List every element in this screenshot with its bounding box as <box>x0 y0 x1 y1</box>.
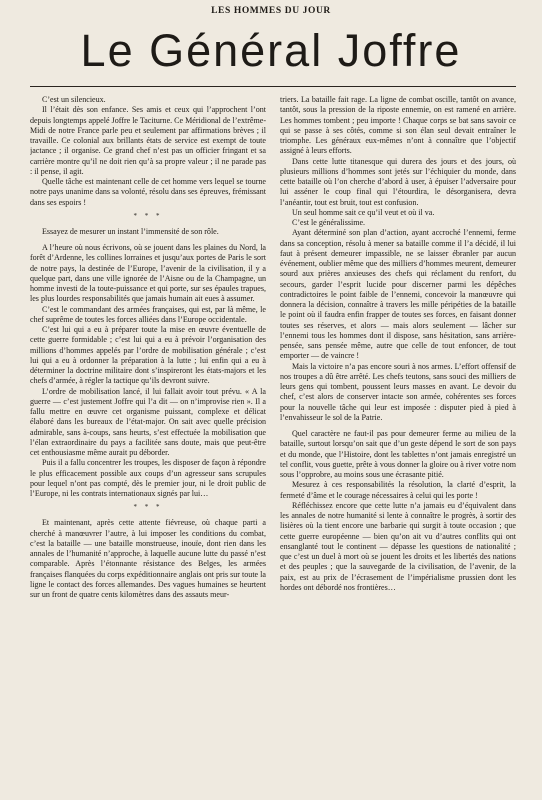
paragraph: Ayant déterminé son plan d’action, ayant accroché l’ennemi, ferme dans sa conception, résolu à mener sa bataille comme il l’a décidé, il lui faut à présent demeurer impassible, ne se laisser ébranler par aucun événement, oublier même que des milliers d’hommes meurent, demeurer sourd aux prières anxieuses des chefs qui réclament du renfort, du secours, garder l’esprit lucide pour discerner parmi les dépêches contradictoires le point faible de l’ennemi, concevoir la manœuvre qui donnera la décision, connaître à travers les mille péripéties de la bataille le point où il faudra enfin frapper de toutes ses forces, en faisant donner toutes ses réserves, et alors — mais alors seulement — lâcher sur l’ennemi tous les hommes dont il dispose, sans hésitation, sans arrière-pensée, sans pensée même, autre que celle de tout enfoncer, de tout emporter — de vaincre ! <box>280 228 516 361</box>
column-right <box>280 95 516 795</box>
paragraph: C’est lui qui a eu à préparer toute la mise en œuvre éventuelle de cette guerre formidable ; c’est lui qui a eu à prévoir l’organisation des millions d’hommes appelés par l’ordre de mobilisation générale ; c’est lui qui a eu à ordonner la préparation à la lutte ; lui enfin qui a eu à déterminer la doctrine militaire dont s’inspireront les états-majors et les chefs d’armée, à régler la tactique qu’ils devront suivre. <box>30 325 266 386</box>
article-title: Le Général Joffre <box>80 25 462 76</box>
paragraph: Dans cette lutte titanesque qui durera des jours et des jours, où plusieurs millions d’hommes sont jetés sur l’échiquier du monde, dans cette bataille où l’on cherche d’abord à user, à épuiser l’adversaire pour lui asséner le coup final qui l’étourdira, le désorganisera, devra l’anéantir, tout est bruit, tout est confusion. <box>280 156 516 207</box>
column-left <box>30 95 266 795</box>
paragraph: Quel caractère ne faut-il pas pour demeurer ferme au milieu de la bataille, surtout lorsqu’on sait que d’un geste dépend le sort de son pays et du monde, que l’Histoire, dont les tablettes n’ont jamais enregistré un tel conflit, vous guette, prête à vous donner la gloire ou à river votre nom sous l’opprobre, au moins sous une écrasante pitié. <box>280 429 516 479</box>
paragraph: A l’heure où nous écrivons, où se jouent dans les plaines du Nord, la forêt d’Ardenne, les collines lorraines et jusqu’aux portes de Paris le sort de notre pays, la destinée de l’Europe, l’avenir de la civilisation, il y a quelque part, dans une ville ignorée de l’Aisne ou de la Champagne, un homme investi de la toute-puissance et qui porte, sur ses épaules trapues, les plus lourdes responsabilités que jamais humain ait eues à assumer. <box>30 243 266 304</box>
paragraph: Un seul homme sait ce qu’il veut et où il va. <box>292 207 435 217</box>
paragraph: triers. La bataille fait rage. La ligne de combat oscille, tantôt on avance, tantôt, sous la pression de la riposte ennemie, on est ramené en arrière. Les hommes tombent ; peu importe ! Chaque corps se bat sans savoir ce qui se passe à ses côtés, comme si son élan seul devait entraîner le triomphe. Les généraux eux-mêmes n’ont à connaître que l’objectif assigné à leurs efforts. <box>280 95 516 156</box>
article-body <box>30 95 516 795</box>
paragraph: Réfléchissez encore que cette lutte n’a jamais eu d’équivalent dans les annales de notre humanité si lente à connaître le progrès, à sortir des lisières où la tient encore une barbarie qui surgit à toute occasion ; que cette guerre européenne — bien qu’on ait vu d’autres conflits qui ont ensanglanté tout le continent — dépasse les questions de nationalité ; que c’est un duel à mort où se jouent les droits et les libertés des nations et des peuples ; que la sauvegarde de la civilisation, de l’avenir, de la paix, est au prix de l’écrasement de l’impérialisme prussien dont les hordes ont débordé nos frontières… <box>280 500 516 592</box>
paragraph: C’est un silencieux. <box>42 95 106 104</box>
paragraph: Puis il a fallu concentrer les troupes, les disposer de façon à répondre le plus efficacement possible aux coups d’un agresseur sans scrupules pour lequel n’ont pas compté, dès le premier jour, ni le droit public de l’Europe, ni les contrats internationaux signés par lui… <box>30 458 266 498</box>
paragraph: Il l’était dès son enfance. Ses amis et ceux qui l’approchent l’ont depuis longtemps appelé Joffre le Taciturne. Ce Méridional de l’extrême-Midi de notre France parle peu et seulement par affirmations brèves ; il travaille. Ce colonial aux brillants états de service est exempt de toute jactance ; il organise. Ce grand chef n’est pas un officier fringant et sa carrière montre qu’il ne doit rien qu’à sa propre valeur ; il ne parade pas : il pense, il agit. <box>30 105 266 176</box>
section-separator: * * * <box>133 503 163 512</box>
section-kicker: LES HOMMES DU JOUR <box>211 6 331 16</box>
paragraph: Et maintenant, après cette attente fiévreuse, où chaque parti a cherché à manœuvrer l’autre, à lui imposer les conditions du combat, c’est la bataille — une bataille monstrueuse, inouïe, dont rien dans les annales de l’humanité n’approche, à laquelle aucune lutte du passé n’est comparable. Après l’étonnante résistance des Belges, les armées françaises flanquées du corps expéditionnaire anglais ont pris sur toute la ligne le contact des forces allemandes. Des vagues humaines se heurtent sur un front de quatre cents kilomètres dans des assauts meur- <box>30 518 266 599</box>
paragraph: L’ordre de mobilisation lancé, il lui fallait avoir tout prévu. « A la guerre — c’est justement Joffre qui l’a dit — on n’improvise rien ». Il a fallu mettre en œuvre cet organisme puissant, complexe et délicat élaboré dans les bureaux de l’état-major. On sait avec quelle précision admirable, sans à-coups, sans heurts, s’est effectuée la mobilisation que l’élan extraordinaire du pays a facilitée sans doute, mais que peut-être cet enthousiasme même aurait pu déborder. <box>30 386 266 457</box>
title-rule <box>30 86 516 87</box>
paragraph: Mais la victoire n’a pas encore souri à nos armes. L’effort offensif de nos troupes a dû être arrêté. Les chefs teutons, sans souci des milliers de leurs gens qui tombent, poussent leurs masses en avant. Le devoir du chef, c’est alors de conserver intacte son armée, cohérentes ses forces pour la nouvelle tâche qui leur est imposée : disputer pied à pied à l’envahisseur le sol de la Patrie. <box>280 361 516 422</box>
paragraph: C’est le commandant des armées françaises, qui est, par là même, le chef suprême de toutes les forces alliées dans l’Europe occidentale. <box>30 304 266 324</box>
paragraph: Mesurez à ces responsabilités la résolution, la clarté d’esprit, la fermeté d’âme et le courage nécessaires à celui qui les porte ! <box>280 480 516 500</box>
paragraph: Essayez de mesurer un instant l’immensité de son rôle. <box>42 226 219 236</box>
paragraph: Quelle tâche est maintenant celle de cet homme vers lequel se tourne notre pays unanime dans sa volonté, résolu dans ses épreuves, frémissant dans ses espoirs ! <box>30 177 266 207</box>
section-separator: * * * <box>133 211 163 220</box>
paragraph: C’est le généralissime. <box>292 218 366 227</box>
